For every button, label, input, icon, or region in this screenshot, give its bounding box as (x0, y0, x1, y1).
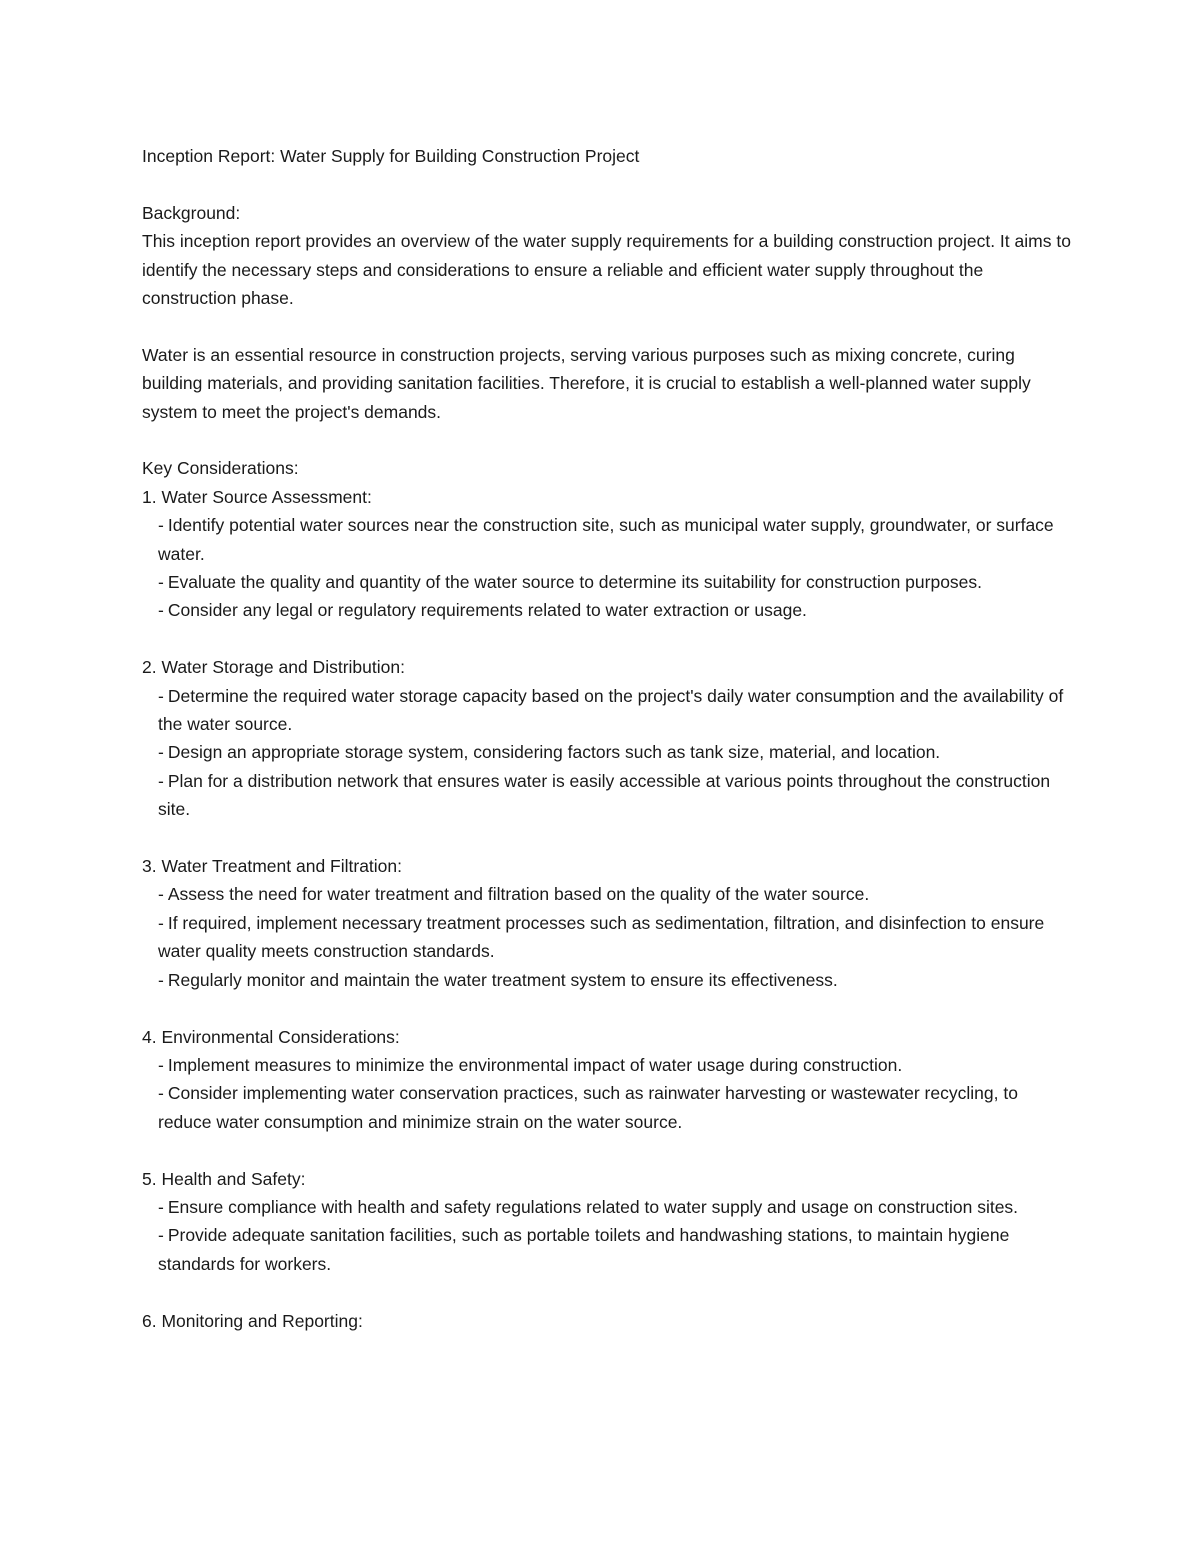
section-heading-5: 5. Health and Safety: (142, 1168, 306, 1189)
bullet-marker: - (158, 515, 164, 536)
bullet-text: Regularly monitor and maintain the water treatment system to ensure its effectiveness. (167, 969, 838, 990)
bullet-item (142, 1221, 1072, 1278)
bullet-marker: - (158, 884, 164, 905)
bullet-text: If required, implement necessary treatment processes such as sedimentation, filtration, and disinfection to ensure water quality meets construction standards. (158, 912, 1045, 962)
background-heading: Background: (142, 202, 241, 223)
bullet-item (142, 738, 1072, 766)
document-body (142, 142, 1072, 1335)
bullet-text: Ensure compliance with health and safety regulations related to water supply and usage on construction sites. (167, 1196, 1019, 1217)
section-heading-2: 2. Water Storage and Distribution: (142, 657, 405, 678)
bullet-text: Implement measures to minimize the environmental impact of water usage during construction. (167, 1054, 903, 1075)
bullet-marker: - (158, 685, 164, 706)
bullet-text: Design an appropriate storage system, considering factors such as tank size, material, and location. (167, 742, 941, 763)
bullet-marker: - (158, 1225, 164, 1246)
bullet-marker: - (158, 742, 164, 763)
bullet-item (142, 1051, 1072, 1079)
document-title: Inception Report: Water Supply for Building Construction Project (142, 146, 640, 166)
bullet-marker: - (158, 1054, 164, 1075)
bullet-text: Provide adequate sanitation facilities, such as portable toilets and handwashing stations, to maintain hygiene standards for workers. (158, 1225, 1010, 1274)
bullet-item (142, 682, 1072, 739)
background-paragraph-2: Water is an essential resource in construction projects, serving various purposes such as mixing concrete, curing building materials, and providing sanitation facilities. Therefore, it is crucial to establish a well-planned water supply system to meet the project's demands. (142, 344, 1031, 422)
spacer (142, 625, 1072, 653)
key-considerations-heading: Key Considerations: (142, 458, 299, 479)
spacer (142, 312, 1072, 340)
bullet-item (142, 909, 1072, 966)
bullet-marker: - (158, 1196, 164, 1217)
bullet-item (142, 568, 1072, 596)
bullet-marker: - (158, 969, 164, 990)
spacer (142, 426, 1072, 454)
bullet-item (142, 767, 1072, 824)
bullet-item (142, 1193, 1072, 1221)
section-heading-6: 6. Monitoring and Reporting: (142, 1310, 363, 1331)
bullet-marker: - (158, 572, 164, 593)
bullet-item (142, 880, 1072, 908)
bullet-text: Assess the need for water treatment and filtration based on the quality of the water source. (167, 884, 870, 905)
spacer (142, 1136, 1072, 1164)
section-heading-1: 1. Water Source Assessment: (142, 486, 372, 507)
bullet-item (142, 596, 1072, 624)
bullet-marker: - (158, 600, 164, 621)
bullet-item (142, 1079, 1072, 1136)
bullet-text: Evaluate the quality and quantity of the water source to determine its suitability for construction purposes. (167, 572, 983, 593)
spacer (142, 1278, 1072, 1306)
bullet-text: Consider any legal or regulatory requirements related to water extraction or usage. (167, 600, 807, 621)
bullet-marker: - (158, 1083, 164, 1104)
background-paragraph-1: This inception report provides an overview of the water supply requirements for a building construction project. It aims to identify the necessary steps and considerations to ensure a reliable and efficient water supply throughout the construction phase. (142, 231, 1071, 309)
bullet-item (142, 966, 1072, 994)
bullet-item (142, 511, 1072, 568)
bullet-text: Plan for a distribution network that ensures water is easily accessible at various points throughout the construction site. (158, 770, 1051, 820)
bullet-text: Identify potential water sources near the construction site, such as municipal water supply, groundwater, or surface water. (158, 515, 1054, 564)
bullet-text: Consider implementing water conservation practices, such as rainwater harvesting or wastewater recycling, to reduce water consumption and minimize strain on the water source. (158, 1083, 1018, 1132)
section-heading-3: 3. Water Treatment and Filtration: (142, 856, 403, 877)
bullet-marker: - (158, 912, 164, 933)
spacer (142, 824, 1072, 852)
bullet-marker: - (158, 770, 164, 791)
section-heading-4: 4. Environmental Considerations: (142, 1026, 400, 1047)
spacer (142, 994, 1072, 1022)
spacer (142, 170, 1072, 198)
bullet-text: Determine the required water storage capacity based on the project's daily water consumption and the availability of the water source. (158, 685, 1064, 735)
